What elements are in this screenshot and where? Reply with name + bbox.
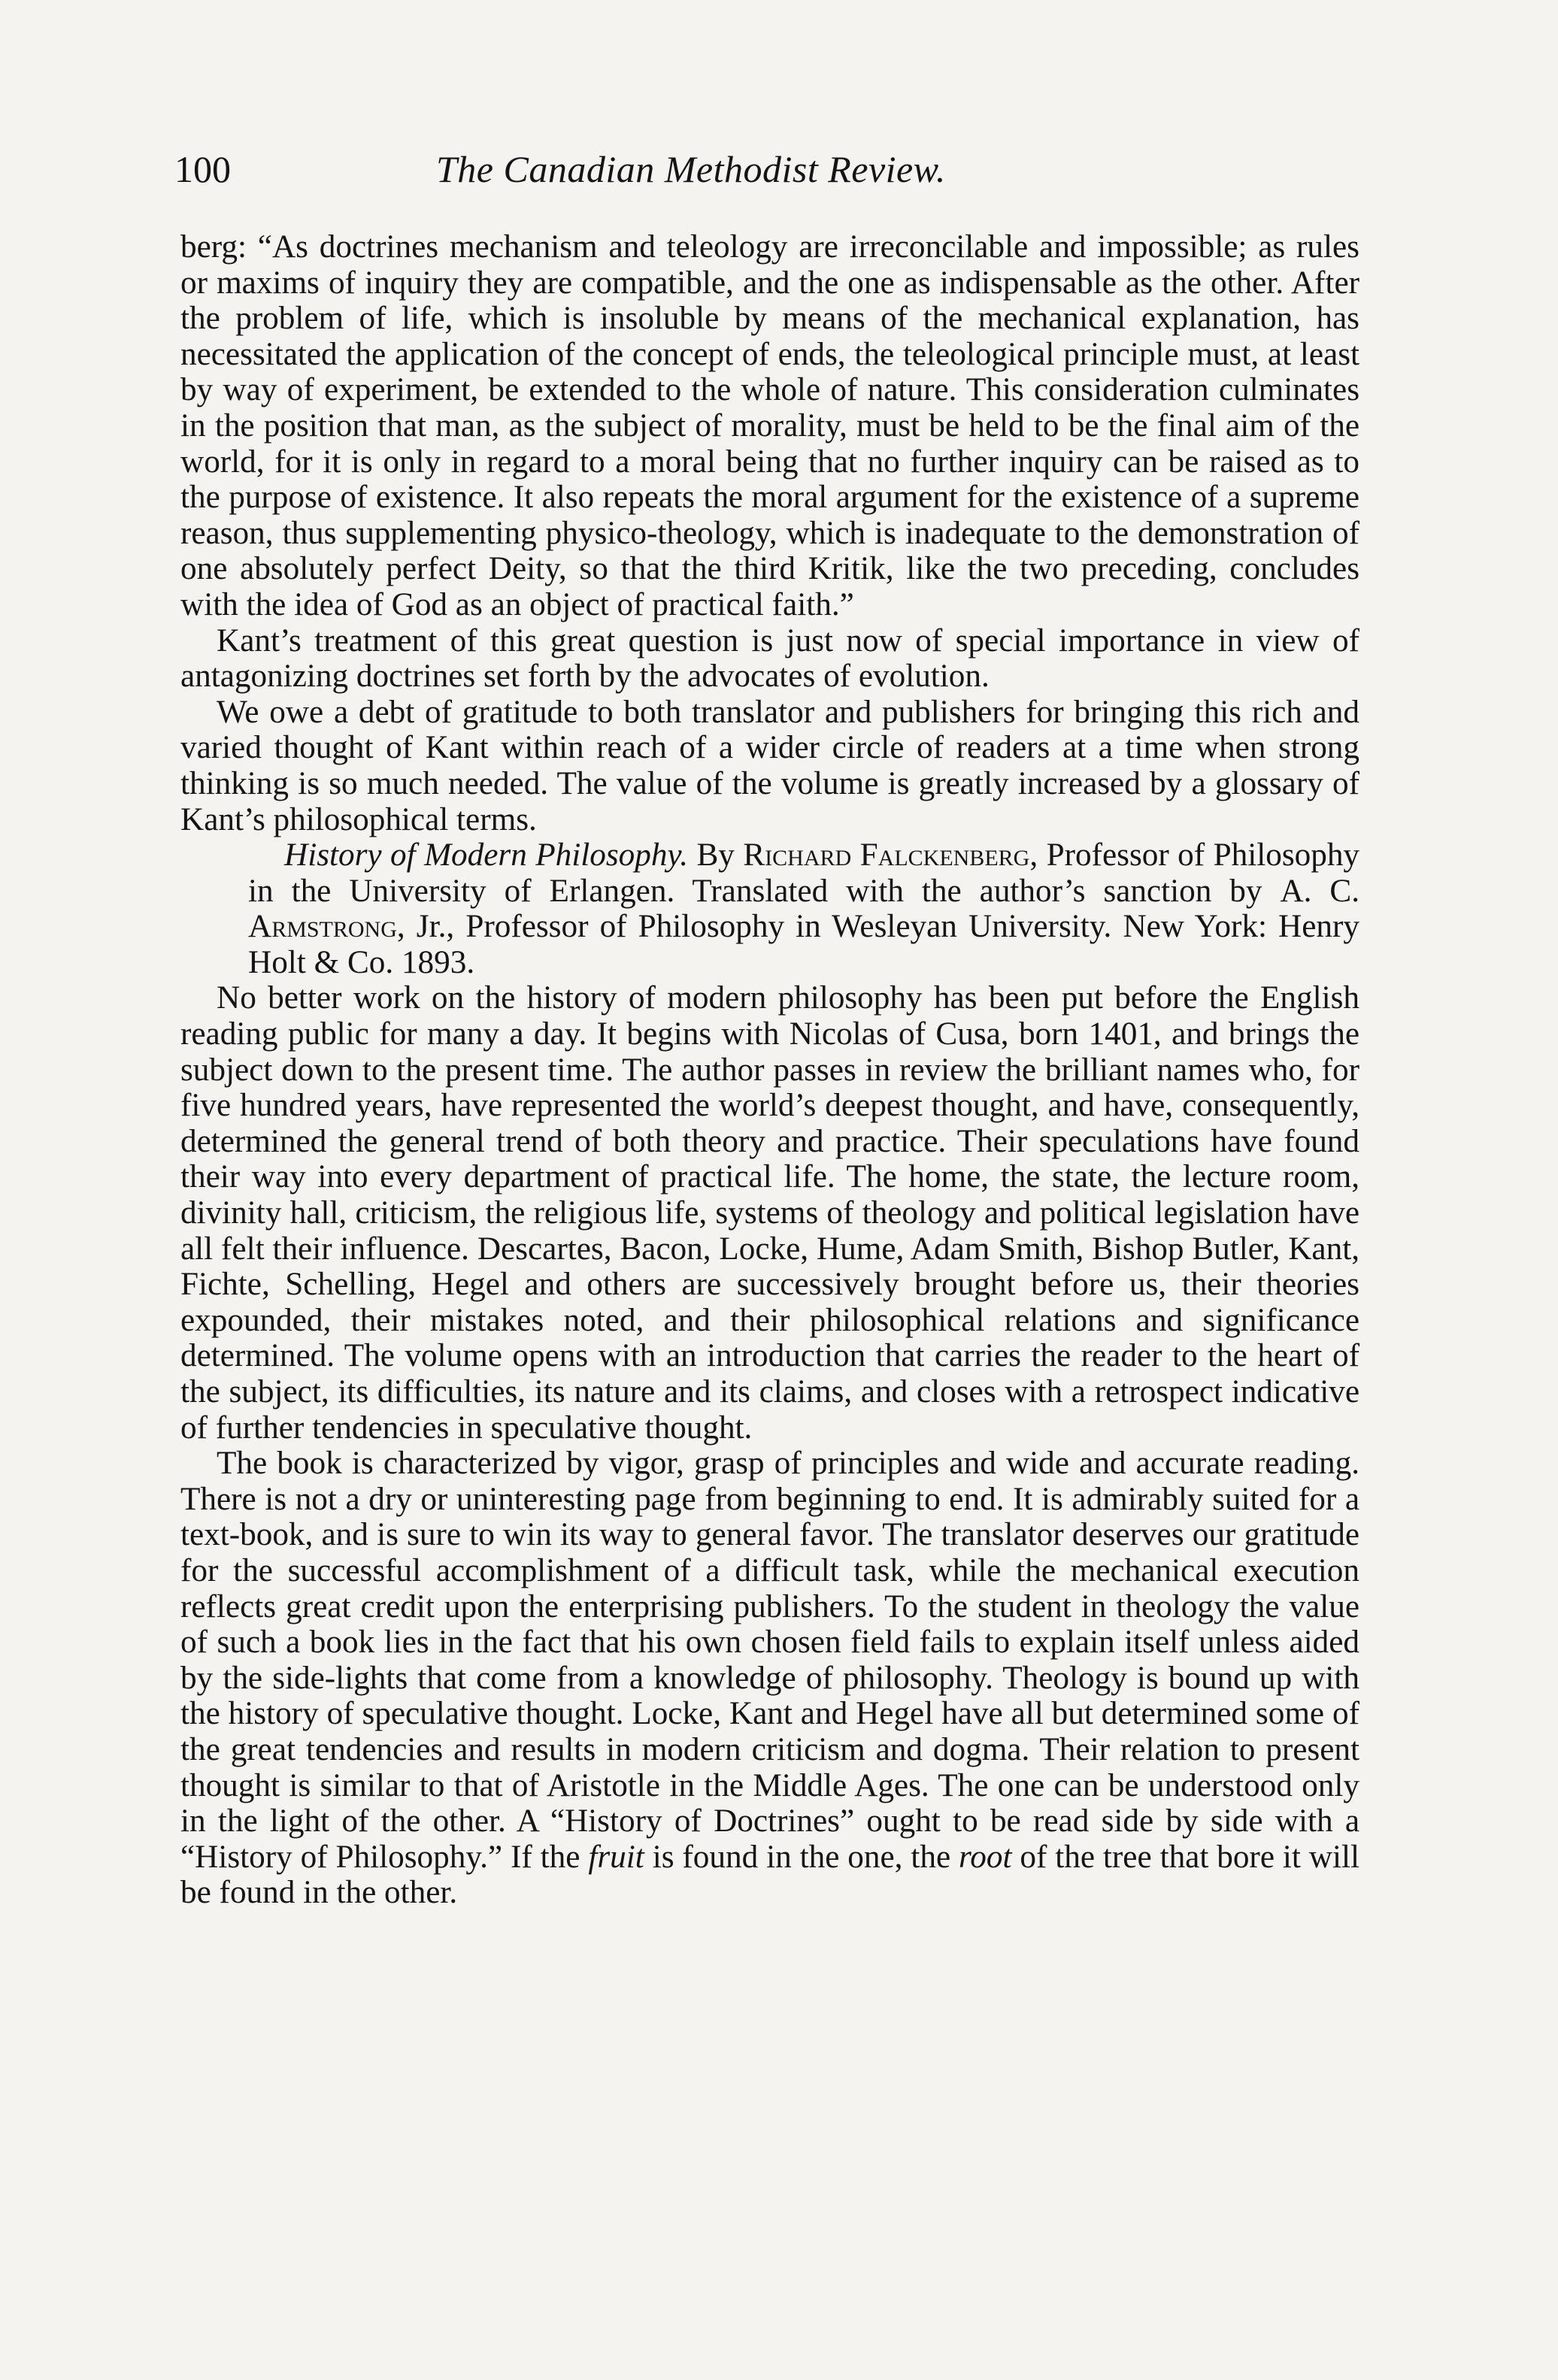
- book-author-role: , Professor of Philosophy in the University of Erlangen. Translated with the author’s sanction by: [248, 837, 1360, 909]
- book-title: History of Modern Philosophy.: [284, 837, 689, 874]
- review-text-c: of the tree that bore it will be found in the other.: [180, 1839, 1360, 1911]
- paragraph-review-intro: No better work on the history of modern philosophy has been put before the English reading public for many a day. It begins with Nicolas of Cusa, born 1401, and brings the subject down to the present time. The author passes in review the brilliant names who, for five hundred years, have represented the world’s deepest thought, and have, consequently, determined the general trend of both theory and practice. Their speculations have found their way into every department of practical life. The home, the state, the lecture room, divinity hall, criticism, the religious life, systems of theology and political legislation have all felt their influence. Descartes, Bacon, Locke, Hume, Adam Smith, Bishop Butler, Kant, Fichte, Schelling, Hegel and others are successively brought before us, their theories expounded, their mistakes noted, and their philosophical relations and significance determined. The volume opens with an introduction that carries the reader to the heart of the subject, its difficulties, its nature and its claims, and closes with a retrospect indicative of further tendencies in speculative thought.: [180, 980, 1359, 1446]
- book-translator: A. C. Armstrong: [248, 873, 1360, 945]
- book-by: By: [696, 837, 735, 874]
- review-text-b: is found in the one, the: [652, 1839, 951, 1875]
- page-header: [174, 147, 1347, 200]
- emphasis-fruit: fruit: [588, 1839, 644, 1875]
- paragraph-review-assessment: [180, 1446, 1359, 1911]
- book-review-heading: [180, 837, 1359, 980]
- book-author: Richard Falckenberg: [743, 837, 1030, 874]
- page-number: 100: [174, 148, 231, 190]
- running-title: The Canadian Methodist Review.: [436, 148, 946, 190]
- paragraph-gratitude: We owe a debt of gratitude to both translator and publishers for bringing this rich and varied thought of Kant within reach of a wider circle of readers at a time when strong thinking is so much needed. The value of the volume is greatly increased by a glossary of Kant’s philosophical terms.: [180, 694, 1359, 837]
- paragraph-kant-treatment: Kant’s treatment of this great question is just now of special importance in view of antagonizing doctrines set forth by the advocates of evolution.: [180, 622, 1359, 695]
- book-publication-info: , Jr., Professor of Philosophy in Wesleyan University. New York: Henry Holt & Co. 1893.: [248, 909, 1359, 980]
- paragraph-quote-continuation: berg: “As doctrines mechanism and teleology are irreconcilable and impossible; as rules or maxims of inquiry they are compatible, and the one as indispensable as the other. After the problem of life, which is insoluble by means of the mechanical explanation, has necessitated the application of the concept of ends, the teleological principle must, at least by way of experiment, be extended to the whole of nature. This consideration culminates in the position that man, as the subject of morality, must be held to be the final aim of the world, for it is only in regard to a moral being that no further inquiry can be raised as to the purpose of existence. It also repeats the moral argument for the existence of a supreme reason, thus supplementing physico-theology, which is inadequate to the demonstration of one absolutely perfect Deity, so that the third Kritik, like the two preceding, concludes with the idea of God as an object of practical faith.”: [180, 229, 1359, 622]
- article-body: [180, 229, 1359, 1911]
- review-text-a: The book is characterized by vigor, grasp of principles and wide and accurate reading. There is not a dry or uninteresting page from beginning to end. It is admirably suited for a text-book, and is sure to win its way to general favor. The translator deserves our gratitude for the successful accomplishment of a difficult task, while the mechanical execution reflects great credit upon the enterprising publishers. To the student in theology the value of such a book lies in the fact that his own chosen field fails to explain itself unless aided by the side-lights that come from a knowledge of philosophy. Theology is bound up with the history of speculative thought. Locke, Kant and Hegel have all but determined some of the great tendencies and results in modern criticism and dogma. Their relation to present thought is similar to that of Aristotle in the Middle Ages. The one can be understood only in the light of the other. A “History of Doctrines” ought to be read side by side with a “History of Philosophy.” If the: [180, 1446, 1359, 1875]
- emphasis-root: root: [959, 1839, 1012, 1875]
